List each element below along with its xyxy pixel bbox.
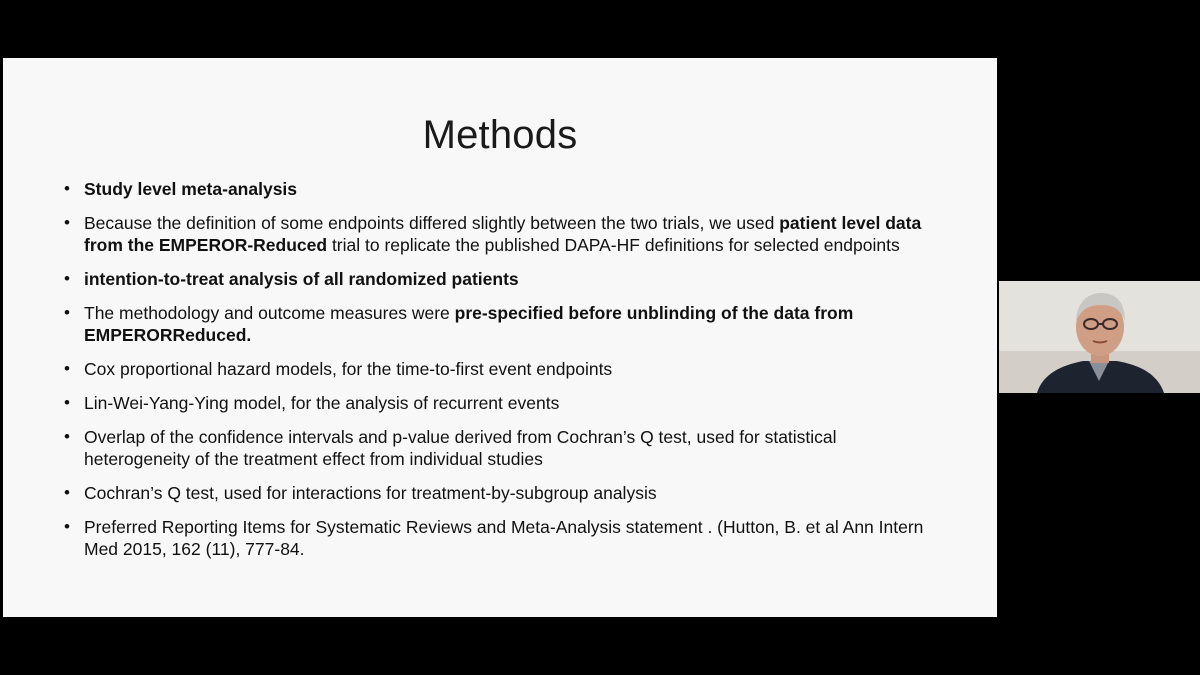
bullet-item xyxy=(63,358,943,380)
bullet-text-bold: pre-specified before unblinding of the data from EMPERORReduced. xyxy=(84,303,854,345)
bullet-text: Lin-Wei-Yang-Ying model, for the analysis of recurrent events xyxy=(84,393,560,413)
bullet-text: trial to replicate the published DAPA-HF definitions for selected endpoints xyxy=(327,235,900,255)
bullet-list xyxy=(63,178,943,572)
bullet-item xyxy=(63,212,943,256)
bullet-text-bold: patient level data from the EMPEROR-Reduced xyxy=(84,213,922,255)
bullet-text: Overlap of the confidence intervals and p-value derived from Cochran’s Q test, used for statistical heterogeneity of the treatment effect from individual studies xyxy=(84,427,837,469)
bullet-text: Because the definition of some endpoints differed slightly between the two trials, we used xyxy=(84,213,780,233)
bullet-item xyxy=(63,426,943,470)
bullet-item xyxy=(63,268,943,290)
bullet-text: The methodology and outcome measures were xyxy=(84,303,455,323)
bullet-text-bold: Study level meta-analysis xyxy=(84,179,298,199)
bullet-item xyxy=(63,392,943,414)
bullet-text: Cox proportional hazard models, for the time-to-first event endpoints xyxy=(84,359,613,379)
bullet-text-bold: intention-to-treat analysis of all randomized patients xyxy=(84,269,519,289)
presenter-webcam[interactable] xyxy=(999,281,1200,393)
shared-slide xyxy=(3,58,997,617)
bullet-item xyxy=(63,482,943,504)
bullet-text: Preferred Reporting Items for Systematic Reviews and Meta-Analysis statement . (Hutton, B. et al Ann Intern Med 2015, 162 (11), 777-84. xyxy=(84,517,924,559)
slide-title: Methods xyxy=(422,113,578,157)
bullet-item xyxy=(63,516,943,560)
bullet-item xyxy=(63,178,943,200)
bullet-item xyxy=(63,302,943,346)
bullet-text: Cochran’s Q test, used for interactions for treatment-by-subgroup analysis xyxy=(84,483,657,503)
presenter-video-icon xyxy=(999,281,1200,393)
